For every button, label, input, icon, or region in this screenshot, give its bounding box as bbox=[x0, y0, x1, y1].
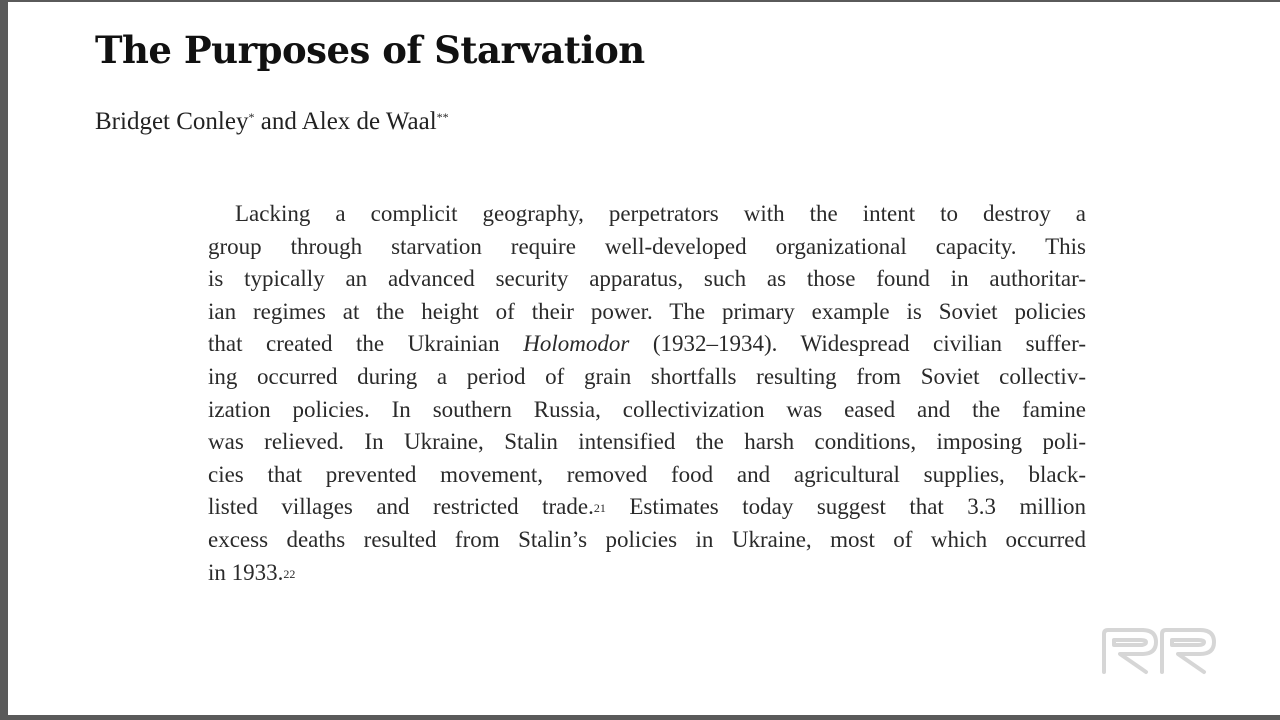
author-connector: and bbox=[254, 108, 302, 135]
quote-line: cies that prevented movement, removed food and agricultural supplies, black- bbox=[208, 461, 1086, 487]
quote-text: Estimates today suggest that 3.3 million bbox=[605, 494, 1086, 520]
quote-text: in 1933. bbox=[208, 559, 284, 585]
page-title: The Purposes of Starvation bbox=[95, 28, 645, 72]
author-name: Bridget Conley bbox=[95, 108, 249, 135]
quote-line bbox=[208, 557, 1086, 590]
quote-line bbox=[208, 491, 1086, 524]
quote-text: (1932–1934). Widespread civilian suffer- bbox=[629, 331, 1086, 357]
quote-text: listed villages and restricted trade. bbox=[208, 494, 594, 520]
italic-term: Holomodor bbox=[523, 331, 630, 357]
author-name: Alex de Waal bbox=[301, 108, 437, 135]
quote-line: ing occurred during a period of grain shortfalls resulting from Soviet collectiv- bbox=[208, 363, 1086, 389]
quote-line: group through starvation require well-developed organizational capacity. This bbox=[208, 233, 1086, 259]
footnote-ref: 22 bbox=[283, 566, 296, 581]
footnote-ref: 21 bbox=[593, 501, 606, 516]
quote-line: is typically an advanced security apparatus, such as those found in authoritar- bbox=[208, 266, 1086, 292]
block-quote bbox=[208, 198, 1086, 589]
quote-line: ian regimes at the height of their power. The primary example is Soviet policies bbox=[208, 298, 1086, 324]
quote-line: was relieved. In Ukraine, Stalin intensified the harsh conditions, imposing poli- bbox=[208, 429, 1086, 455]
quote-text: that created the Ukrainian bbox=[208, 331, 524, 357]
author-line bbox=[95, 108, 449, 136]
author-footnote-mark: * bbox=[248, 110, 255, 124]
quote-line bbox=[208, 328, 1086, 361]
quote-line: Lacking a complicit geography, perpetrators with the intent to destroy a bbox=[235, 201, 1086, 226]
quote-line: ization policies. In southern Russia, collectivization was eased and the famine bbox=[208, 396, 1086, 422]
rr-logo-icon bbox=[1098, 626, 1222, 676]
author-footnote-mark: ** bbox=[436, 110, 449, 124]
quote-line: excess deaths resulted from Stalin’s policies in Ukraine, most of which occurred bbox=[208, 526, 1086, 552]
